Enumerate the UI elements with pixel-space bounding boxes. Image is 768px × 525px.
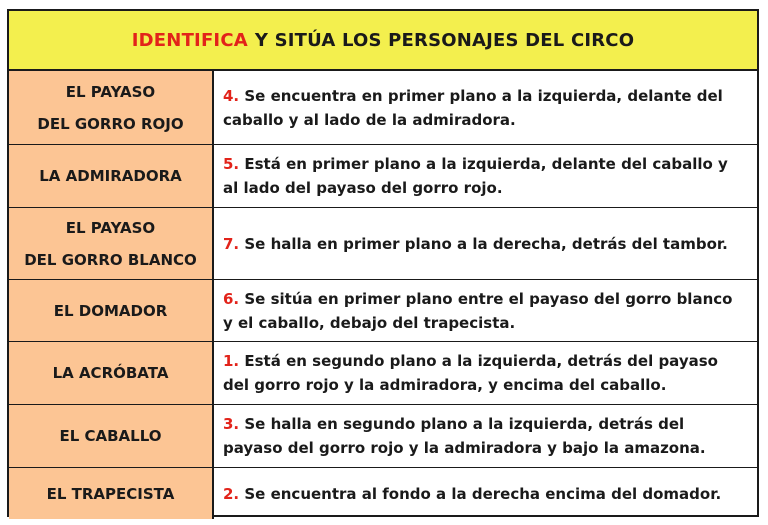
character-name-line: EL CABALLO [59, 427, 162, 445]
character-name-line: EL DOMADOR [53, 301, 168, 320]
title-accent: IDENTIFICA [131, 29, 248, 51]
table-row [9, 71, 757, 145]
order-number: 1. [223, 352, 240, 370]
description-text: Se halla en segundo plano a la izquierda, detrás del payaso del gorro rojo y la admiradora y bajo la amazona. [223, 415, 706, 457]
character-name [9, 280, 214, 341]
character-name [9, 342, 214, 404]
order-number: 5. [223, 155, 240, 173]
character-name [9, 145, 214, 207]
order-number: 2. [223, 484, 240, 503]
description-text: Está en segundo plano a la izquierda, detrás del payaso del gorro rojo y la admiradora, y encima del caballo. [223, 352, 718, 394]
table-body [9, 71, 757, 519]
table-row [9, 342, 757, 405]
character-name [9, 208, 214, 279]
character-name [9, 71, 214, 144]
character-name-line: LA ADMIRADORA [39, 167, 182, 185]
character-name-line: EL TRAPECISTA [46, 484, 175, 503]
character-description [214, 342, 757, 404]
character-name-line: DEL GORRO ROJO [37, 114, 184, 133]
table-row [9, 208, 757, 280]
character-description [214, 145, 757, 207]
order-number: 4. [223, 86, 240, 105]
table-row [9, 280, 757, 342]
character-name-line: EL PAYASO [65, 218, 156, 237]
character-description [214, 405, 757, 467]
description-text: Se halla en primer plano a la derecha, detrás del tambor. [244, 234, 728, 253]
character-name [9, 405, 214, 467]
description-text: Está en primer plano a la izquierda, delante del caballo y al lado del payaso del gorro rojo. [223, 155, 728, 197]
table-row [9, 468, 757, 519]
description-text: Se sitúa en primer plano entre el payaso del gorro blanco y el caballo, debajo del trapecista. [223, 289, 733, 332]
order-number: 3. [223, 415, 240, 433]
character-description [214, 468, 757, 519]
character-name-line: DEL GORRO BLANCO [24, 250, 197, 269]
table-row [9, 405, 757, 468]
character-description [214, 71, 757, 144]
table-title [9, 11, 757, 71]
character-name-line: EL PAYASO [65, 82, 156, 101]
order-number: 6. [223, 289, 240, 308]
character-description [214, 280, 757, 341]
description-text: Se encuentra al fondo a la derecha encima del domador. [244, 484, 722, 503]
character-description [214, 208, 757, 279]
character-name [9, 468, 214, 519]
table-row [9, 145, 757, 208]
circus-table [7, 9, 759, 517]
description-text: Se encuentra en primer plano a la izquierda, delante del caballo y al lado de la admiradora. [223, 86, 723, 129]
character-name-line: LA ACRÓBATA [52, 364, 169, 382]
order-number: 7. [223, 234, 240, 253]
title-rest: Y SITÚA LOS PERSONAJES DEL CIRCO [254, 29, 635, 51]
